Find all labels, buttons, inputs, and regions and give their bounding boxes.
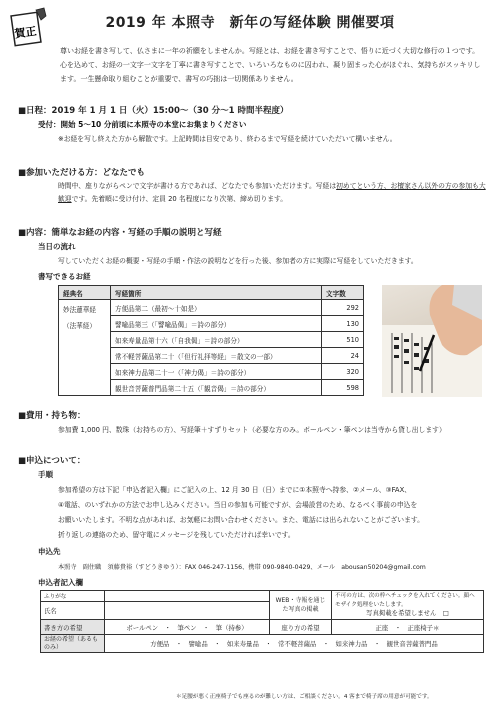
table-row: [59, 300, 364, 316]
form-row: [41, 591, 484, 602]
apply-heading: ■申込について：: [18, 456, 86, 466]
web-photo-cell: [332, 591, 484, 620]
furigana-field[interactable]: [105, 591, 270, 602]
schedule-heading: ■日程：2019 年 1 月 1 日（火）15:00～（30 分～1 時間半程度）: [18, 106, 289, 116]
sutra-part: 方便品第二（最初～十如是）: [111, 300, 322, 316]
content-heading: ■内容：簡単なお経の内容・写経の手順の説明と写経: [18, 228, 222, 238]
sutra-count: 130: [322, 316, 364, 332]
destination-text: 本照寺 副住職 須藤貴裕（すどうきゆう）：FAX 046-247-1156、携帯 090-9840-0429、メール abousan50204@gmail.com: [58, 564, 426, 571]
sutra-count: 598: [322, 380, 364, 396]
form-row: [41, 620, 484, 635]
sutra-part: 観世音菩薩普門品第二十五（「観音偈」＝詩の部分）: [111, 380, 322, 396]
sutra-choice-options[interactable]: 方便品 ・ 譬喩品 ・ 如来寿量品 ・ 常不軽菩薩品 ・ 如来神力品 ・ 観世音菩薩普門品: [105, 635, 484, 653]
sutra-list-heading: 書写できるお経: [38, 272, 91, 281]
seat-options[interactable]: 正座 ・ 正座椅子＊: [332, 620, 484, 635]
schedule-note: ※お経を写し終えた方から解散です。上記時間は目安であり、終わるまで写経を続けていただいて構いません。: [58, 135, 397, 143]
web-photo-text: 不可の方は、次の枠へチェックを入れてください。顔へモザイク処理をいたします。: [335, 593, 475, 608]
sutra-part: 如来神力品第二十一（「神力偈」＝詩の部分）: [111, 364, 322, 380]
page-title: 2019 年 本照寺 新年の写経体験 開催要項: [105, 15, 395, 31]
sutra-part: 如来寿量品第十六（「自我偈」＝詩の部分）: [111, 332, 322, 348]
sutra-count: 24: [322, 348, 364, 364]
furigana-label: ふりがな: [41, 591, 105, 602]
intro-text: 尊いお経を書き写して、仏さまに一年の祈願をしませんか。写経とは、お経を書き写すことで、悟りに近づく大切な修行の１つです。心を込めて、お経の一文字一文字を丁寧に書き写すことで、いろいろなものに囚われ、凝り固まった心がほぐれ、気持ちがスッキリします。一生懸命取り組むことが重要で、書写の巧拙は一切関係ありません。: [60, 47, 481, 83]
audience-highlight: 初めてという方、お檀家さん以外の方の参加も大歓迎: [58, 182, 486, 203]
stamp-text: 賀正: [13, 24, 38, 41]
writing-label: 書き方の希望: [41, 620, 105, 635]
fee-text: 参加費 1,000 円、数珠（お持ちの方）、写経筆＋すずりセット（必要な方のみ。ボールペン・筆ペンは当寺から貸し出します）: [58, 426, 446, 434]
reception-text: 受付：開始 5～10 分前頃に本照寺の本堂にお集まりください: [38, 120, 247, 129]
flow-heading: 当日の流れ: [38, 242, 76, 251]
audience-heading: ■参加いただける方：どなたでも: [18, 168, 146, 178]
web-photo-label: WEB・寺報を通じた写真の掲載: [270, 591, 332, 620]
destination-heading: 申込先: [38, 547, 61, 556]
fee-heading: ■費用・持ち物：: [18, 411, 86, 421]
sutra-part: 常不軽菩薩品第二十（「但行礼拝等経」＝散文の一部）: [111, 348, 322, 364]
footnote: ＊足腰が悪く正座椅子でも座るのが難しい方は、ご相談ください。4 客まで椅子席の用意が可能です。: [176, 694, 433, 700]
table-header-row: [59, 286, 364, 300]
sutra-count: 292: [322, 300, 364, 316]
web-photo-checkbox[interactable]: 写真掲載を希望しません □: [366, 609, 449, 618]
audience-text: 時間中、座りながらペンで文字が書ける方であれば、どなたでも参加いただけます。写経は初めてという方、お檀家さん以外の方の参加も大歓迎です。先着順に受け付け、定員 20 名程度になり次第、締め切ります。: [58, 182, 486, 203]
sutra-count: 320: [322, 364, 364, 380]
form-heading: 申込者記入欄: [38, 578, 83, 587]
header-char-count: 文字数: [322, 286, 364, 300]
sutra-writing-photo: [382, 285, 482, 397]
form-row: [41, 635, 484, 653]
procedure-text-3: お願いいたします。不明な点があれば、お気軽にお問い合わせください。また、電話には出られないことがございます。: [58, 516, 424, 524]
application-form: [40, 590, 484, 653]
procedure-text-2: ④電話、のいずれかの方法でお申し込みください。当日の参加も可能ですが、会場設営のため、なるべく事前の申込を: [58, 501, 418, 509]
procedure-heading: 手順: [38, 470, 53, 479]
procedure-text-1: 参加希望の方は下記「申込者記入欄」にご記入の上、12 月 30 日（日）までに①本照寺へ持参、②メール、③FAX、: [58, 486, 412, 494]
writing-options[interactable]: ボールペン ・ 筆ペン ・ 筆（持参）: [105, 620, 270, 635]
name-label: 氏名: [41, 602, 105, 620]
sutra-count: 510: [322, 332, 364, 348]
header-sutra-name: 経典名: [59, 286, 111, 300]
procedure-text-4: 折り返しの連絡のため、留守電にメッセージを残していただければ幸いです。: [58, 531, 295, 539]
sutra-choice-label: お経の希望（あるものみ）: [41, 635, 105, 653]
name-field[interactable]: [105, 602, 270, 620]
flow-text: 写していただくお経の概要・写経の手順・作法の説明などを行った後、参加者の方に実際に写経をしていただきます。: [58, 257, 418, 265]
seat-label: 座り方の希望: [270, 620, 332, 635]
sutra-table: [58, 285, 364, 396]
header-section: 写経箇所: [111, 286, 322, 300]
sutra-category: 妙法蓮華経 （法華経）: [59, 300, 111, 396]
sutra-part: 譬喩品第三（「譬喩品偈」＝詩の部分）: [111, 316, 322, 332]
